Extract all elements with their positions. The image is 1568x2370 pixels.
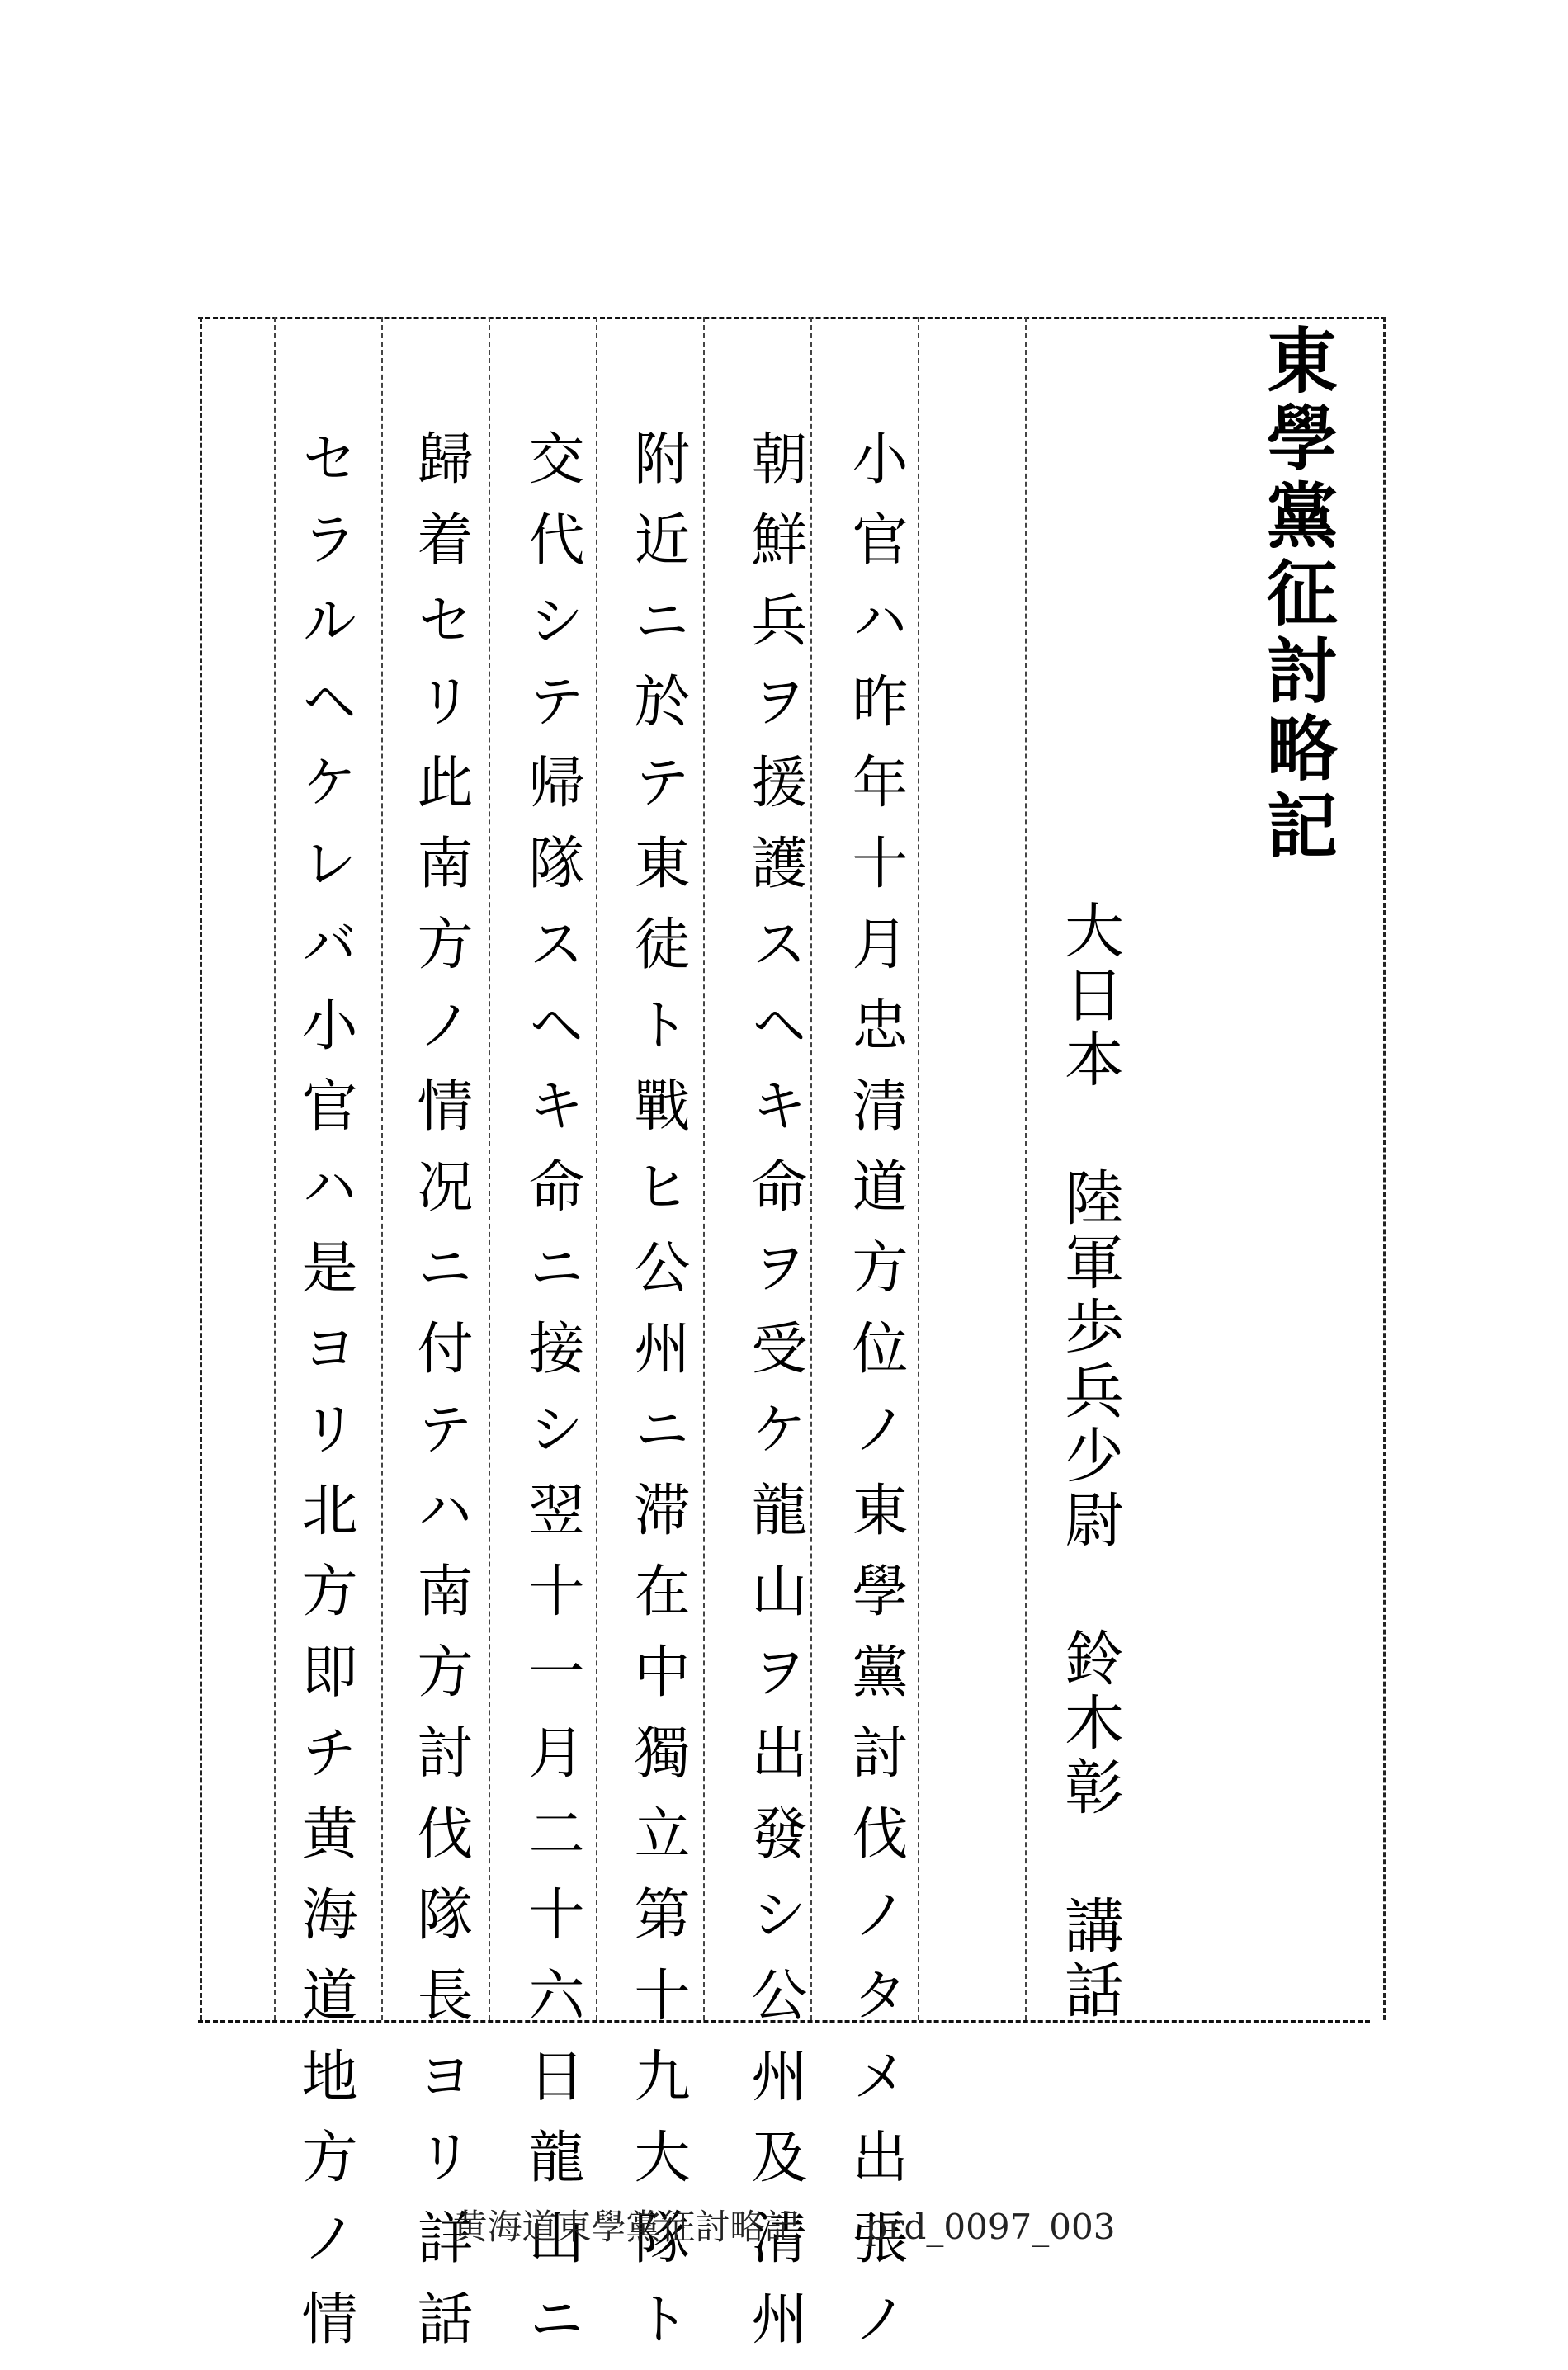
page-footer	[0, 2200, 1568, 2250]
column-rule	[918, 317, 919, 2020]
byline-country: 大日本	[1055, 899, 1124, 1093]
author-byline	[1046, 899, 1132, 2023]
body-text-column: セラルヘケレバ小官ハ是ヨリ北方即チ黄海道地方ノ情	[292, 429, 357, 2370]
body-text-column: 交代シテ帰隊スヘキ命ニ接シ翌十一月二十六日龍山ニ	[519, 429, 584, 2370]
column-rule	[596, 317, 597, 2020]
column-rule	[489, 317, 490, 2020]
column-rule	[381, 317, 383, 2020]
frame-right-line	[1383, 317, 1386, 2020]
column-rule	[274, 317, 276, 2020]
body-text-column: 小官ハ昨年十月忠清道方位ノ東學黨討伐ノタメ出張ノ	[843, 429, 908, 2370]
footer-caption: 黄海道東學黨征討略記	[452, 2207, 800, 2247]
footer-page-id: prd_0097_003	[865, 2207, 1116, 2247]
body-text-column: 歸着セリ此南方ノ情况ニ付テハ南方討伐隊長ヨリ詳話	[408, 429, 473, 2370]
byline-rank: 陸軍歩兵少尉	[1055, 1167, 1124, 1553]
frame-left-line	[200, 317, 202, 2020]
body-text-column: 附近ニ於テ東徒ト戰ヒ公州ニ滞在中獨立第十九大隊ト	[625, 429, 690, 2370]
column-rule	[1025, 317, 1027, 2020]
document-title: 東學黨征討略記	[1254, 323, 1337, 866]
byline-author: 鈴木彰	[1055, 1627, 1124, 1820]
byline-note: 講話	[1055, 1895, 1124, 2023]
column-rule	[703, 317, 705, 2020]
body-text-column: 朝鮮兵ヲ援護スヘキ命ヲ受ケ龍山ヲ出發シ公州及清州	[742, 429, 807, 2370]
frame-top-line	[198, 317, 1386, 319]
